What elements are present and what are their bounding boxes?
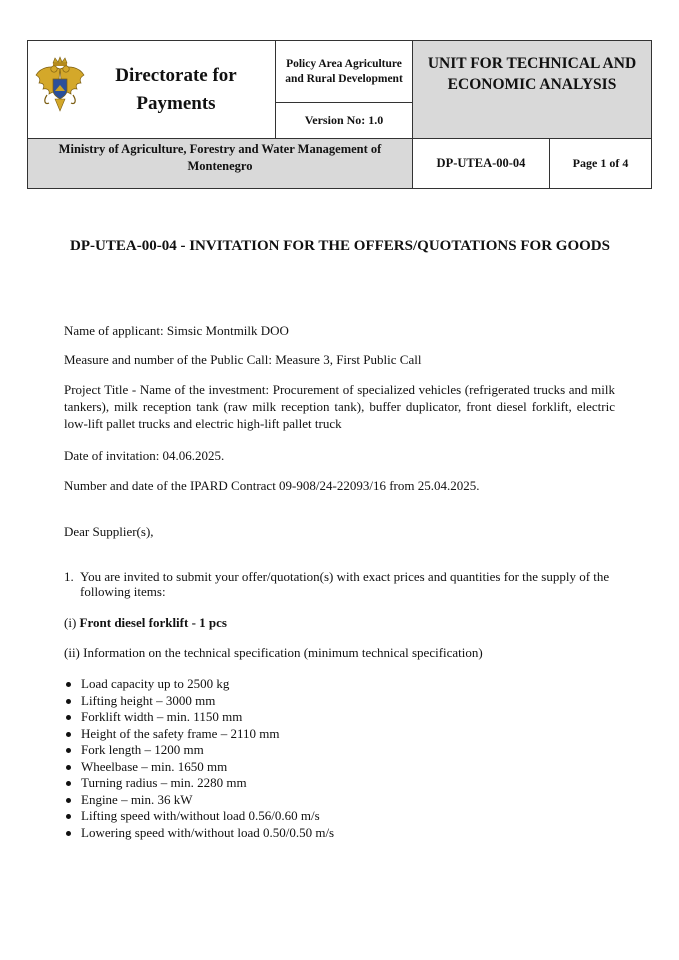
spec-text: Fork length – 1200 mm (81, 742, 204, 757)
coat-of-arms-icon (33, 55, 87, 115)
version-number: Version No: 1.0 (276, 103, 413, 139)
spec-text: Turning radius – min. 2280 mm (81, 775, 247, 790)
spec-list-item (64, 759, 334, 776)
bullet-icon (66, 699, 71, 704)
spec-text: Height of the safety frame – 2110 mm (81, 725, 280, 741)
directorate-title: Directorate for Payments (115, 65, 237, 114)
ipard-contract: Number and date of the IPARD Contract 09-908/24-22093/16 from 25.04.2025. (64, 478, 480, 493)
unit-title: UNIT FOR TECHNICAL AND ECONOMIC ANALYSIS (413, 41, 652, 139)
sub-item-ii: (ii) Information on the technical specification (minimum technical specification) (64, 645, 483, 660)
spec-text: Engine – min. 36 kW (81, 791, 193, 807)
spec-list-item (64, 693, 334, 710)
spec-list-item (64, 676, 334, 693)
bullet-icon (66, 682, 71, 687)
spec-list-item (64, 709, 334, 726)
greeting: Dear Supplier(s), (64, 524, 154, 539)
bullet-icon (66, 765, 71, 770)
sub-item-i-prefix: (i) (64, 615, 77, 630)
bullet-icon (66, 798, 71, 803)
project-title: Project Title - Name of the investment: Procurement of specialized vehicles (refrigerated trucks and milk tankers), milk reception tank (raw milk reception tank), buffer duplicator, front diesel forklift, electric low-lift pallet trucks and electric high-lift pallet truck (64, 382, 615, 431)
invitation-date: Date of invitation: 04.06.2025. (64, 448, 225, 463)
spec-list-item (64, 726, 334, 743)
item-text: You are invited to submit your offer/quotation(s) with exact prices and quantities for the supply of the following items: (80, 569, 610, 599)
document-title: DP-UTEA-00-04 - INVITATION FOR THE OFFERS/QUOTATIONS FOR GOODS (70, 238, 610, 254)
bullet-icon (66, 732, 71, 737)
spec-list-item (64, 808, 334, 825)
public-call-measure: Measure and number of the Public Call: Measure 3, First Public Call (64, 352, 422, 367)
spec-text: Lowering speed with/without load 0.50/0.50 m/s (81, 824, 335, 840)
bullet-icon (66, 814, 71, 819)
spec-list-item (64, 742, 334, 759)
sub-item-i-product: Front diesel forklift - 1 pcs (79, 615, 227, 630)
sub-item-i (64, 614, 615, 631)
spec-list-item (64, 792, 334, 809)
spec-list-item (64, 825, 334, 842)
spec-text: Load capacity up to 2500 kg (81, 676, 230, 691)
spec-text: Lifting speed with/without load 0.56/0.60 m/s (81, 808, 320, 823)
ministry-name: Ministry of Agriculture, Forestry and Water Management of Montenegro (28, 139, 413, 189)
spec-text: Lifting height – 3000 mm (81, 692, 216, 708)
policy-area: Policy Area Agriculture and Rural Development (276, 41, 413, 103)
page-number: Page 1 of 4 (550, 139, 652, 189)
bullet-icon (66, 831, 71, 836)
spec-list-item (64, 775, 334, 792)
spec-text: Forklift width – min. 1150 mm (81, 709, 243, 724)
technical-spec-list (64, 676, 334, 841)
item-number: 1. (64, 569, 74, 584)
bullet-icon (66, 748, 71, 753)
directorate-cell (28, 41, 276, 139)
spec-text: Wheelbase – min. 1650 mm (81, 758, 228, 774)
numbered-item-1 (64, 569, 615, 599)
document-header (27, 40, 652, 189)
applicant-name: Name of applicant: Simsic Montmilk DOO (64, 323, 289, 338)
bullet-icon (66, 715, 71, 720)
document-code: DP-UTEA-00-04 (413, 139, 550, 189)
bullet-icon (66, 781, 71, 786)
